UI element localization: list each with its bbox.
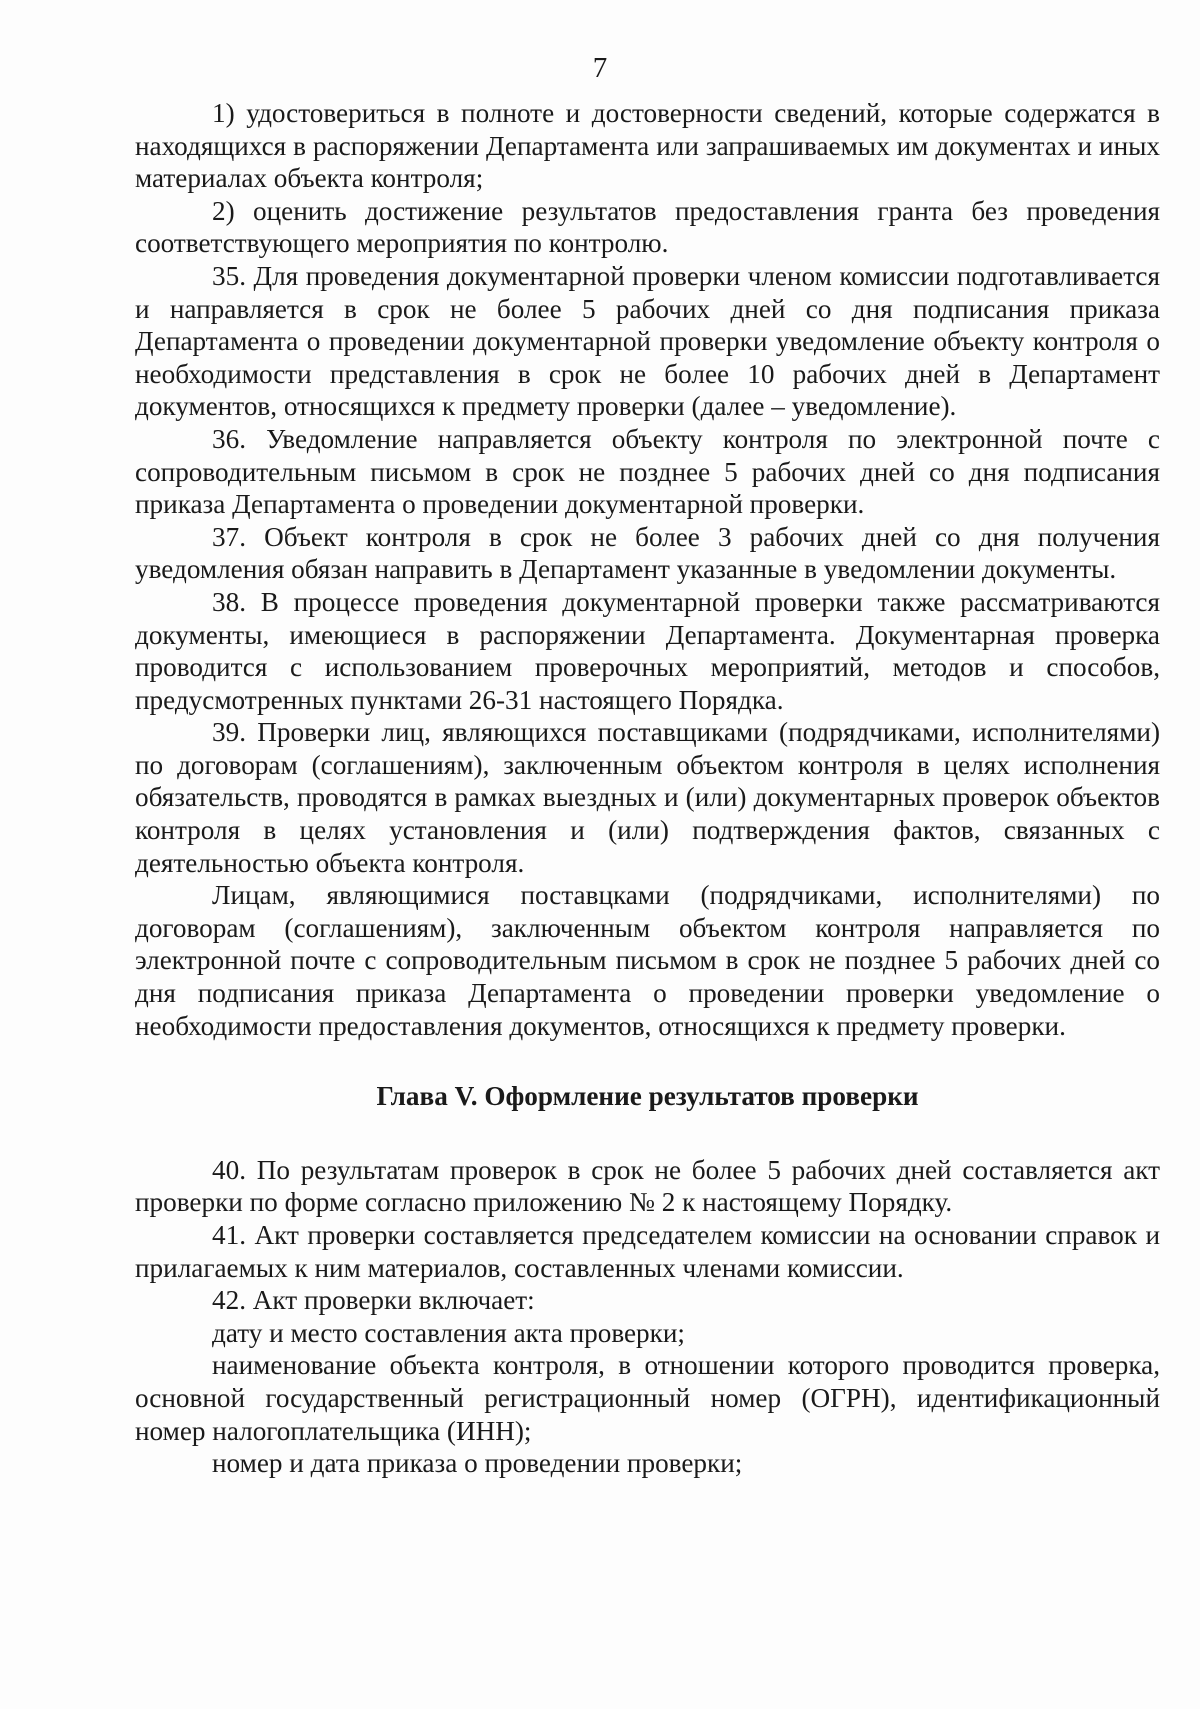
chapter-heading: Глава V. Оформление результатов проверки: [376, 1081, 919, 1112]
paragraph-1-subitem-1: 1) удостовериться в полноте и достоверности сведений, которые содержатся в находящихся в распоряжении Департамента или запрашиваемых им документах и иных материалах объекта контроля;: [135, 98, 1160, 194]
paragraph-1-subitem-2: 2) оценить достижение результатов предоставления гранта без проведения соответствующего мероприятия по контролю.: [135, 195, 1160, 259]
paragraph-42-item-object-name: наименование объекта контроля, в отношении которого проводится проверка, основной государственный регистрационный номер (ОГРН), идентификационный номер налогоплательщика (ИНН);: [135, 1350, 1160, 1446]
paragraph-42-item-order: номер и дата приказа о проведении проверки;: [212, 1448, 743, 1479]
paragraph-38: 38. В процессе проведения документарной проверки также рассматриваются документы, имеющиеся в распоряжении Департамента. Документарная проверка проводится с использованием проверочных мероприятий, методов и способов, предусмотренных пунктами 26-31 настоящего Порядка.: [135, 586, 1160, 715]
page-number: 7: [592, 52, 608, 84]
paragraph-42-item-date-place: дату и место составления акта проверки;: [212, 1317, 685, 1348]
paragraph-39: 39. Проверки лиц, являющихся поставщиками (подрядчиками, исполнителями) по договорам (соглашениям), заключенным объектом контроля в целях исполнения обязательств, проводятся в рамках выездных и (или) документарных проверок объектов контроля в целях установления и (или) подтверждения фактов, связанных с деятельностью объекта контроля.: [135, 717, 1160, 878]
paragraph-42: 42. Акт проверки включает:: [212, 1285, 535, 1316]
paragraph-36: 36. Уведомление направляется объекту контроля по электронной почте с сопроводительным письмом в срок не позднее 5 рабочих дней со дня подписания приказа Департамента о проведении документарной проверки.: [135, 423, 1160, 520]
paragraph-39-continuation: Лицам, являющимися поставцками (подрядчиками, исполнителями) по договорам (соглашениям), заключенным объектом контроля направляется по электронной почте с сопроводительным письмом в срок не позднее 5 рабочих дней со дня подписания приказа Департамента о проведении проверки уведомление о необходимости предоставления документов, относящихся к предмету проверки.: [135, 880, 1160, 1041]
document-body: [135, 97, 1160, 1480]
paragraph-35: 35. Для проведения документарной проверки членом комиссии подготавливается и направляется в срок не более 5 рабочих дней со дня подписания приказа Департамента о проведении документарной проверки уведомление объекту контроля о необходимости представления в срок не более 10 рабочих дней в Департамент документов, относящихся к предмету проверки (далее – уведомление).: [135, 260, 1160, 422]
paragraph-41: 41. Акт проверки составляется председателем комиссии на основании справок и прилагаемых к ним материалов, составленных членами комиссии.: [135, 1220, 1160, 1283]
paragraph-40: 40. По результатам проверок в срок не более 5 рабочих дней составляется акт проверки по форме согласно приложению № 2 к настоящему Порядку.: [135, 1154, 1160, 1218]
paragraph-37: 37. Объект контроля в срок не более 3 рабочих дней со дня получения уведомления обязан направить в Департамент указанные в уведомлении документы.: [135, 521, 1160, 585]
